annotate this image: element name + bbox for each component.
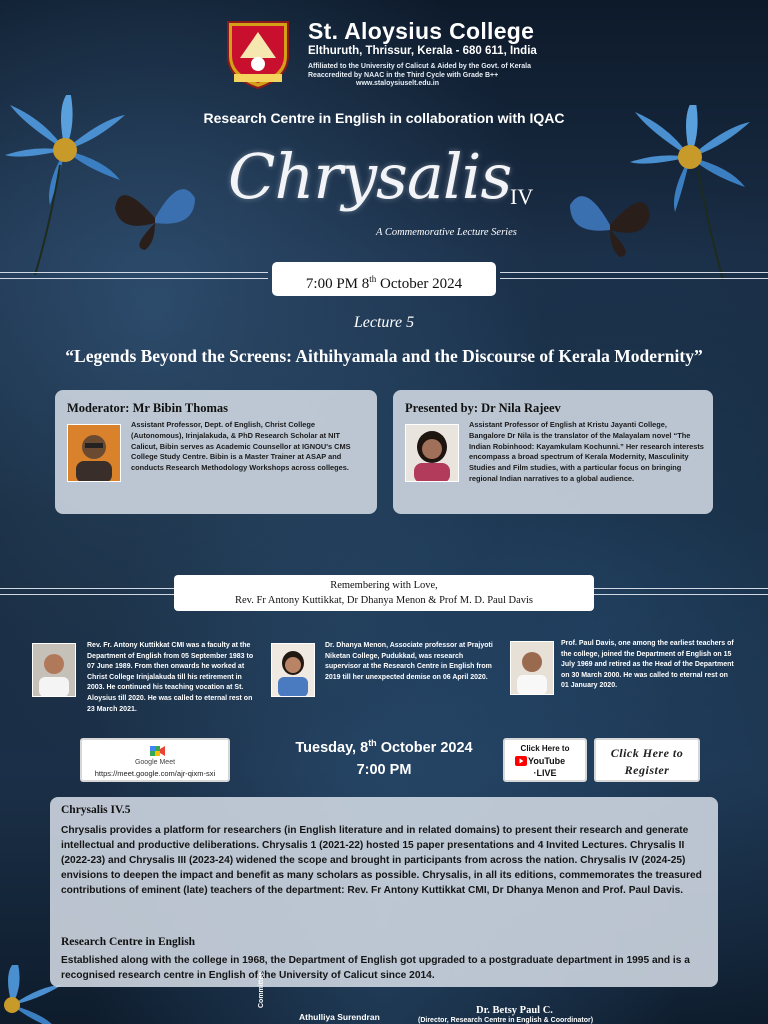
college-crest-logo [222,18,294,90]
divider-top-2 [0,278,268,279]
moderator-card [55,390,377,514]
research-centre-paragraph: Established along with the college in 1968, the Department of English got upgraded to a postgraduate department in 1995 and is a recognised research centre in English of the University of Calicut since 2014. [61,955,690,981]
college-name: St. Aloysius College [308,18,535,44]
lecture-number: Lecture 5 [353,314,415,331]
event-day: 8 [361,276,370,292]
event-time: 7:00 PM [305,276,359,292]
divider-top-right-2 [500,278,768,279]
event-month-year: October 2024 [380,276,463,292]
member-photo-kuttikkat [32,643,76,697]
college-affiliation [308,63,531,89]
event-day-suffix: th [369,274,377,284]
youtube-label: YouTube [528,756,566,766]
affiliation-line: Affiliated to the University of Calicut & Aided by the Govt. of Kerala [308,63,531,70]
accreditation-line: Reaccredited by NAAC in the Third Cycle with Grade B++ [308,71,499,79]
about-paragraph: Chrysalis provides a platform for researchers (in English literature and in related domains) to present their research and generate intellectual and productive deliberations. Chrysalis 1 (2021-22) hosted 15 paper presentations and 4 Invited Lectures. Chrysalis II (2022-23) and Chrysalis III (2023-24) widened the scope and brought in participants from across the nation. Chrysalis IV (2024-25) envisions to deepen the impact and benefit as many scholars as possible. Chrysalis, in all its editions, commemorates the treasured contributions of eminent (late) teachers of the department: Rev. Fr Antony Kuttikkat CMI, Dr Dhanya Menon and Prof. Paul Davis. [61,825,702,896]
footer-director-name: Dr. Betsy Paul C. [476,1005,553,1016]
event-date-rest: October 2024 [376,739,473,756]
event-time-line: 7:00 PM [356,762,412,778]
event-date-suffix: th [368,738,377,748]
about-section [50,797,718,987]
about-heading: Chrysalis IV.5 [61,804,131,816]
presenter-title: Presented by: Dr Nila Rajeev [405,401,561,415]
footer-committee-label: Committee [258,971,265,1008]
divider-mid-2 [0,594,174,595]
youtube-live-button[interactable] [503,738,587,782]
college-address: Elthuruth, Thrissur, Kerala - 680 611, India [308,45,537,57]
footer-member-name: Athulliya Surendran [299,1012,380,1022]
register-button[interactable] [594,738,700,782]
moderator-bio: Assistant Professor, Dept. of English, Christ College (Autonomous), Irinjalakuda, & PhD Research Scholar at NIT Calicut, Bibin serves as Academic Counsellor at IGNOU's CMS College Study Centre. Bibin is a Master Trainer at ASAP and conducts Research Methodology Workshops across colleges. [131,420,351,473]
footer-director-role: (Director, Research Centre in English & Coordinator) [418,1017,594,1024]
moderator-title: Moderator: Mr Bibin Thomas [67,401,228,415]
presenter-photo [405,424,459,482]
divider-mid [0,588,174,589]
presenter-card [393,390,713,514]
remembering-line2: Rev. Fr Antony Kuttikkat, Dr Dhanya Menon & Prof M. D. Paul Davis [235,595,533,606]
website-link[interactable]: www.staloysiuselt.edu.in [356,80,439,87]
member-photo-dhanya [271,643,315,697]
member-bio-paul-davis: Prof. Paul Davis, one among the earliest teachers of the college, joined the Department of English on 15 July 1969 and retired as the Head of the Department on 30 March 2000. He was called to eternal rest on 01 January 2020. [561,640,734,690]
member-photo-paul-davis [510,641,554,695]
youtube-icon [515,756,527,766]
event-datetime-box [272,262,496,296]
register-line1: Click Here to [610,746,684,760]
register-line2: Register [624,763,670,777]
butterfly-right-decoration [565,185,655,260]
event-date-day: Tuesday, 8 [295,739,369,756]
google-meet-label: Google Meet [134,759,176,766]
divider-mid-right [594,588,768,589]
event-edition: IV [510,184,534,209]
organizer-line: Research Centre in English in collaboration with IQAC [203,110,565,126]
divider-top [0,272,268,273]
research-centre-heading: Research Centre in English [61,936,196,948]
moderator-photo [67,424,121,482]
google-meet-url[interactable]: https://meet.google.com/ajr-qixm-sxi [94,769,216,778]
event-brand-title: Chrysalis [228,140,512,213]
youtube-top-label: Click Here to [520,744,570,753]
presenter-bio: Assistant Professor of English at Kristu Jayanti College, Bangalore Dr Nila is the translator of the Malayalam novel “The Indian Robinhood: Kayamkulam Kochunni.” Her research interests encompass a broad spectrum of Kerala Modernity, Masculinity Studies and Film studies, with a particular focus on bringing regional Indian narratives to a global audience. [469,420,704,483]
event-series-subtitle: A Commemorative Lecture Series [376,227,517,238]
member-bio-kuttikkat: Rev. Fr. Antony Kuttikkat CMI was a faculty at the Department of English from 05 September 1983 to 07 June 1989. From then onwards he worked at Christ College Irinjalakuda till his retirement in 2003. He continued his teaching vocation at St. Aloysius till 2020. He was called to eternal rest on 23 March 2021. [87,642,254,713]
remembering-line1: Remembering with Love, [330,580,438,591]
youtube-live-label: ·LIVE [533,768,557,778]
lecture-topic: “Legends Beyond the Screens: Aithihyamala and the Discourse of Kerala Modernity” [65,346,703,366]
remembering-box [174,575,594,611]
member-bio-dhanya: Dr. Dhanya Menon, Associate professor at Prajyoti Niketan College, Pudukkad, was research supervisor at the Research Centre in English from 2019 till her unexpected demise on 06 April 2020. [325,642,493,681]
butterfly-left-decoration [110,178,200,253]
divider-mid-right-2 [594,594,768,595]
divider-top-right [500,272,768,273]
